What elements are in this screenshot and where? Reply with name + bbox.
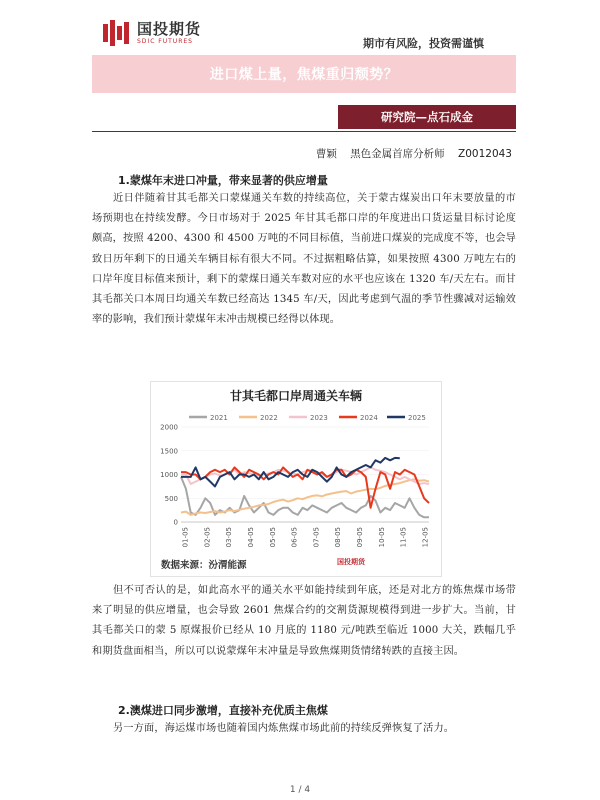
x-tick-label: 08-05 bbox=[334, 527, 343, 548]
paragraph-3: 另一方面，海运煤市场也随着国内炼焦煤市场此前的持续反弹恢复了活力。 bbox=[113, 723, 455, 734]
legend-label-2025: 2025 bbox=[408, 414, 426, 422]
legend-label-2024: 2024 bbox=[360, 414, 378, 422]
paragraph-1: 近日伴随着甘其毛都关口蒙煤通关车数的持续高位，关于蒙古煤炭出口年末要放量的市场预期也在持续发酵。今日市场对于 2025 年甘其毛都口岸的年度进出口货运量目标讨论度颇高，按照 4200、4300 和 4500 万吨的不同目标值，当前进口煤炭的完成度不等，也会导致日历年剩下的日通关车辆目标有很大不同。不过据粗略估算，如果按照 4300 万吨左右的口岸年度目标值来预计，剩下的蒙煤日通关车数对应的水平也应该在 1320 车/天左右。而甘其毛都关口本周日均通关车数已经高达 1345 车/天，因此考虑到气温的季节性骤减对运输效率的影响，我们预计蒙煤年末冲击规模已经得以体现。 bbox=[92, 193, 516, 326]
x-tick-label: 01-05 bbox=[181, 527, 190, 548]
chart-container bbox=[150, 381, 442, 577]
x-tick-label: 02-05 bbox=[203, 527, 212, 548]
chart-source: 数据来源：汾渭能源 bbox=[161, 560, 247, 571]
legend-label-2022: 2022 bbox=[260, 414, 278, 422]
x-tick-label: 03-05 bbox=[225, 527, 234, 548]
logo-mark-icon bbox=[103, 20, 133, 46]
x-tick-label: 04-05 bbox=[246, 527, 255, 548]
y-tick-label: 500 bbox=[164, 494, 178, 503]
company-logo bbox=[103, 20, 201, 46]
paragraph-2: 但不可否认的是，如此高水平的通关水平如能持续到年底，还是对北方的炼焦煤市场带来了明显的供应增量，也会导致 2601 焦煤合约的交割货源规模得到进一步扩大。当前，甘其毛都关口的蒙 5 原煤报价已经从 10 月底的 1180 元/吨跌至临近 1000 大关，跌幅几乎和期货盘面相当，所以可以说蒙煤年末冲量是导致焦煤期货情绪转跌的直接主因。 bbox=[92, 585, 516, 657]
chart-watermark: 国投期货 bbox=[337, 558, 365, 566]
y-tick-label: 1500 bbox=[160, 447, 178, 456]
title-banner bbox=[92, 55, 516, 93]
chart-title: 甘其毛都口岸周通关车辆 bbox=[229, 389, 363, 403]
y-tick-label: 0 bbox=[173, 518, 178, 527]
department-label: 研究院—点石成金 bbox=[381, 110, 473, 124]
line-chart bbox=[151, 382, 441, 576]
x-tick-label: 05-05 bbox=[268, 527, 277, 548]
section-heading-1: 1.蒙煤年末进口冲量，带来显著的供应增量 bbox=[118, 174, 328, 187]
chart-legend bbox=[189, 414, 426, 422]
divider bbox=[92, 131, 516, 132]
legend-label-2021: 2021 bbox=[210, 414, 228, 422]
chart-plot-area bbox=[181, 458, 429, 517]
department-banner bbox=[338, 105, 516, 129]
x-tick-label: 07-05 bbox=[312, 527, 321, 548]
series-line-2024 bbox=[181, 467, 429, 507]
legend-label-2023: 2023 bbox=[310, 414, 328, 422]
page-number: 1 / 4 bbox=[289, 785, 311, 795]
risk-slogan: 期市有风险，投资需谨慎 bbox=[363, 37, 484, 50]
x-tick-label: 10-05 bbox=[377, 527, 386, 548]
section-heading-2: 2.澳煤进口同步激增，直接补充优质主焦煤 bbox=[118, 704, 328, 717]
author-line: 曹颖 黑色金属首席分析师 Z0012043 bbox=[315, 148, 512, 160]
x-tick-label: 12-05 bbox=[421, 527, 430, 548]
y-tick-label: 1000 bbox=[160, 471, 178, 479]
x-tick-label: 11-05 bbox=[399, 527, 408, 548]
company-name-cn: 国投期货 bbox=[137, 19, 202, 38]
y-tick-label: 2000 bbox=[160, 423, 178, 432]
x-tick-label: 06-05 bbox=[290, 527, 299, 548]
x-tick-label: 09-05 bbox=[356, 527, 365, 548]
document-title: 进口煤上量，焦煤重归颓势？ bbox=[209, 67, 399, 83]
company-name-en: SDIC FUTURES bbox=[137, 37, 193, 45]
